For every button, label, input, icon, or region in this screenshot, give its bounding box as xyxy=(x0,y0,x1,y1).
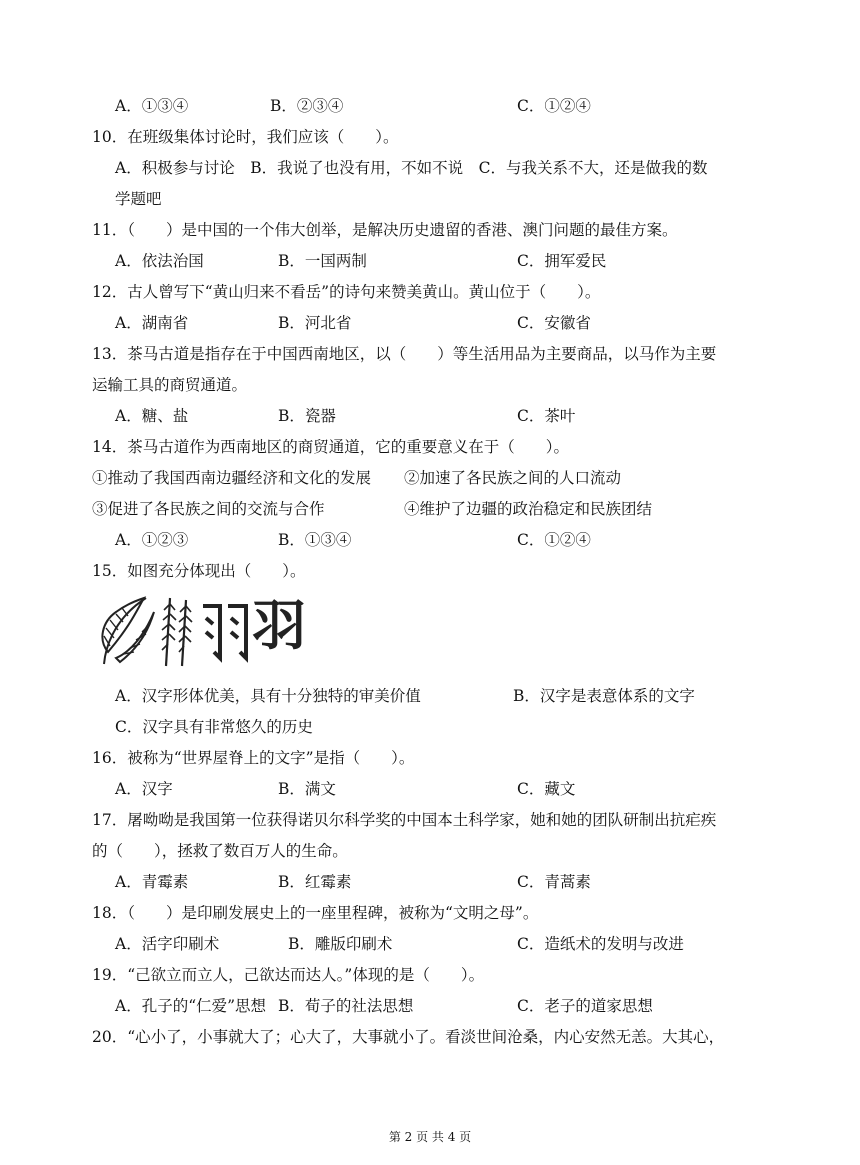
q16-option-c: C．藏文 xyxy=(517,780,576,798)
q15-option-b: B．汉字是表意体系的文字 xyxy=(513,687,695,705)
q17-option-b: B．红霉素 xyxy=(278,873,352,891)
q10-options: A．积极参与讨论 B．我说了也没有用，不如不说 C．与我关系不大，还是做我的数 xyxy=(115,159,708,177)
q14-statement-4: ④维护了边疆的政治稳定和民族团结 xyxy=(404,500,653,518)
q13-option-a: A．糖、盐 xyxy=(115,407,189,425)
q15-stem: 15．如图充分体现出（ ）。 xyxy=(92,562,306,580)
q11-stem: 11．（ ）是中国的一个伟大创举，是解决历史遗留的香港、澳门问题的最佳方案。 xyxy=(92,221,678,239)
q20-stem: 20．“心小了，小事就大了；心大了，大事就小了。看淡世间沧桑，内心安然无恙。大其心， xyxy=(92,1028,725,1046)
q14-option-c: C．①②④ xyxy=(517,531,591,549)
q19-option-b: B．荀子的社法思想 xyxy=(278,997,414,1015)
q12-option-a: A．湖南省 xyxy=(115,314,189,332)
q15-option-c: C．汉字具有非常悠久的历史 xyxy=(115,718,313,736)
q14-statement-3: ③促进了各民族之间的交流与合作 xyxy=(92,500,325,518)
q19-stem: 19．“己欲立而立人，己欲达而达人。”体现的是（ ）。 xyxy=(92,966,485,984)
q18-option-a: A．活字印刷术 xyxy=(115,935,220,953)
q14-statement-2: ②加速了各民族之间的人口流动 xyxy=(404,469,622,487)
q10-stem: 10．在班级集体讨论时，我们应该（ ）。 xyxy=(92,128,399,146)
q19-option-c: C．老子的道家思想 xyxy=(517,997,653,1015)
q15-option-a: A．汉字形体优美，具有十分独特的审美价值 xyxy=(115,687,421,705)
q14-option-a: A．①②③ xyxy=(115,531,189,549)
page-footer: 第 2 页 共 4 页 xyxy=(388,1130,472,1144)
q16-option-b: B．满文 xyxy=(278,780,336,798)
q16-stem: 16．被称为“世界屋脊上的文字”是指（ ）。 xyxy=(92,749,415,767)
q14-statement-1: ①推动了我国西南边疆经济和文化的发展 xyxy=(92,469,372,487)
q14-option-b: B．①③④ xyxy=(278,531,352,549)
q18-option-c: C．造纸术的发明与改进 xyxy=(517,935,684,953)
feather-pictograph-icon xyxy=(96,592,158,668)
seal-script-feather-icon xyxy=(200,600,250,664)
q9-option-b: B．②③④ xyxy=(270,97,344,115)
q16-option-a: A．汉字 xyxy=(115,780,173,798)
q12-option-c: C．安徽省 xyxy=(517,314,591,332)
q13-stem-cont: 运输工具的商贸通道。 xyxy=(92,376,248,394)
q11-option-a: A．依法治国 xyxy=(115,252,204,270)
q11-option-b: B．一国两制 xyxy=(278,252,367,270)
modern-glyph: 羽 xyxy=(252,594,306,657)
q10-options-cont: 学题吧 xyxy=(115,190,162,208)
q17-stem: 17．屠呦呦是我国第一位获得诺贝尔科学奖的中国本土科学家，她和她的团队研制出抗疟疾 xyxy=(92,811,717,829)
q9-option-c: C．①②④ xyxy=(517,97,591,115)
q18-option-b: B．雕版印刷术 xyxy=(288,935,393,953)
q17-option-c: C．青蒿素 xyxy=(517,873,591,891)
q15-figure xyxy=(96,592,311,670)
oracle-bone-feather-icon xyxy=(160,594,194,668)
q12-stem: 12．古人曾写下“黄山归来不看岳”的诗句来赞美黄山。黄山位于（ ）。 xyxy=(92,283,601,301)
q19-option-a: A．孔子的“仁爱”思想 xyxy=(115,997,267,1015)
q13-stem: 13．茶马古道是指存在于中国西南地区，以（ ）等生活用品为主要商品，以马作为主要 xyxy=(92,345,717,363)
q17-stem-cont: 的（ ），拯救了数百万人的生命。 xyxy=(92,842,348,860)
q17-option-a: A．青霉素 xyxy=(115,873,189,891)
q13-option-c: C．茶叶 xyxy=(517,407,576,425)
q9-option-a: A．①③④ xyxy=(115,97,189,115)
q18-stem: 18．（ ）是印刷发展史上的一座里程碑，被称为“文明之母”。 xyxy=(92,904,539,922)
q12-option-b: B．河北省 xyxy=(278,314,352,332)
q13-option-b: B．瓷器 xyxy=(278,407,336,425)
q14-stem: 14．茶马古道作为西南地区的商贸通道，它的重要意义在于（ ）。 xyxy=(92,438,569,456)
q11-option-c: C．拥军爱民 xyxy=(517,252,607,270)
